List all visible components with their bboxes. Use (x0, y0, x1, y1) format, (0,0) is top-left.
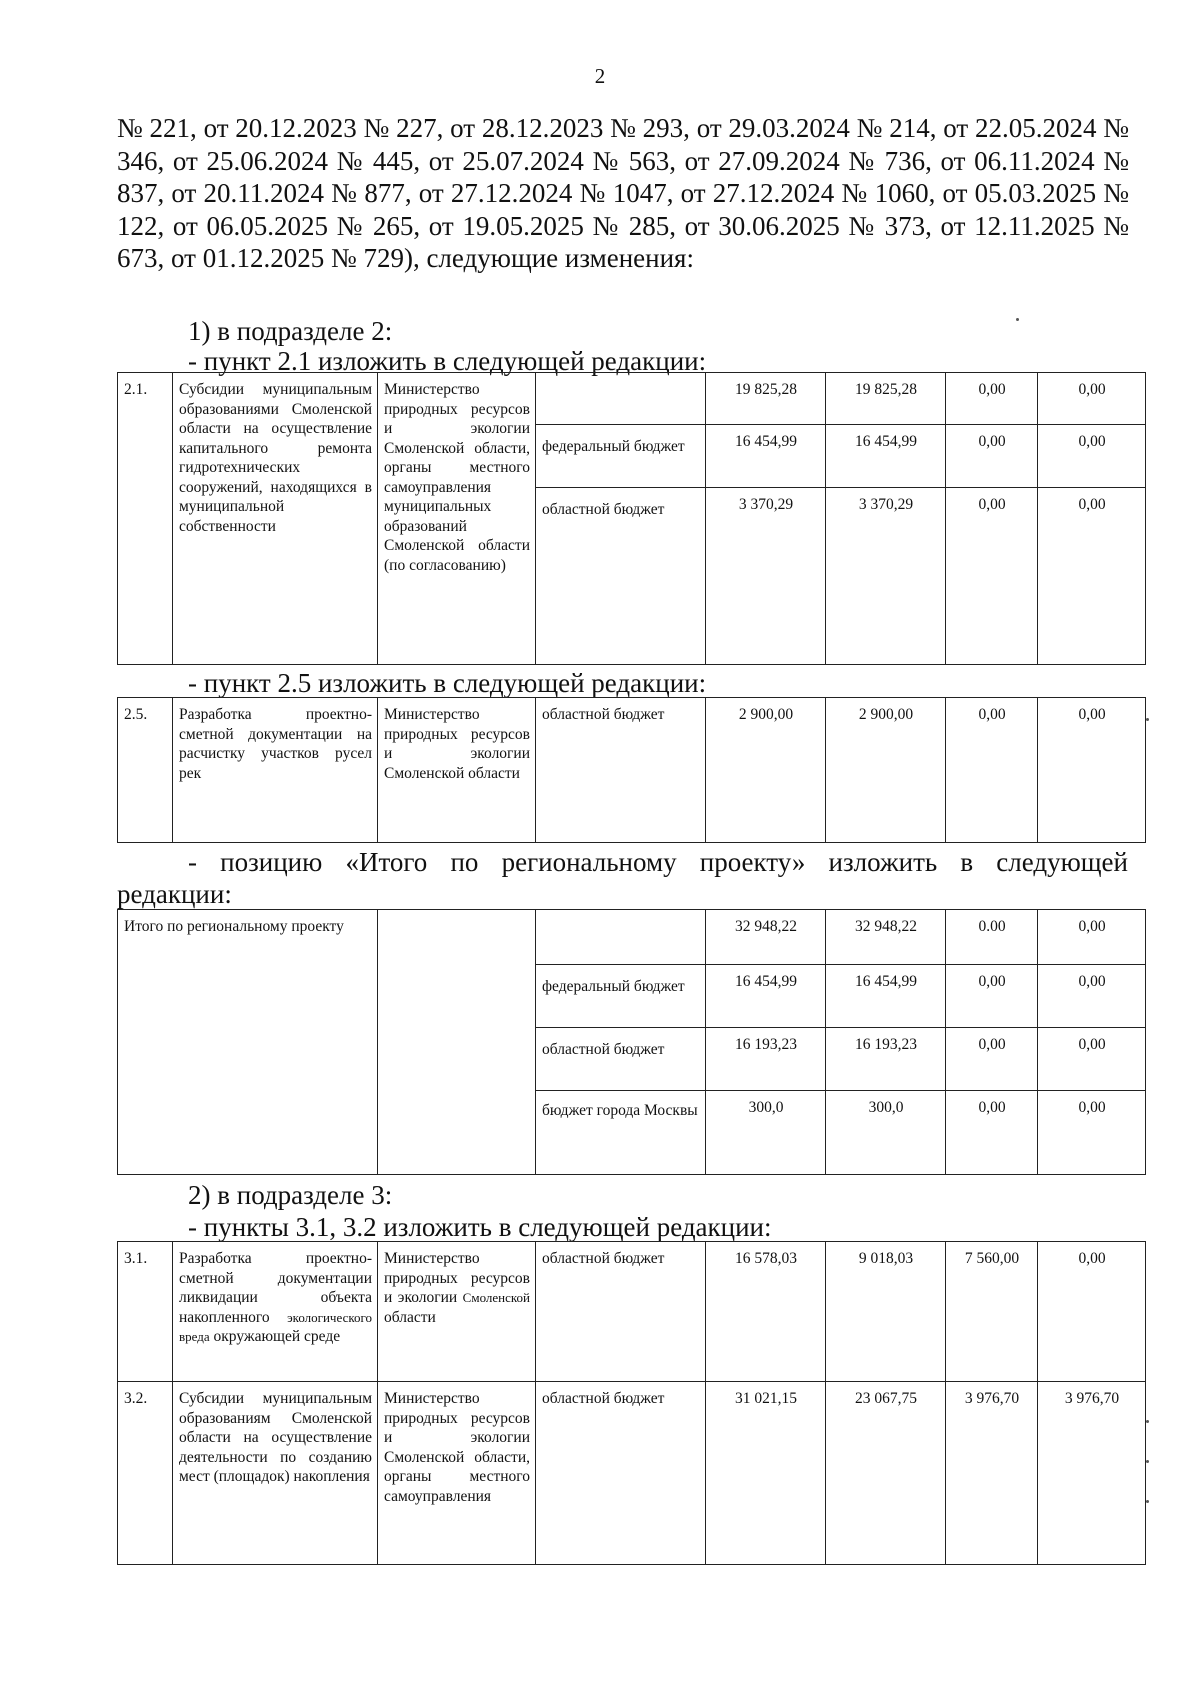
total-caption-continued: редакции: (117, 879, 232, 909)
scan-speck (1146, 1460, 1149, 1463)
amount-year2: 0,00 (946, 965, 1038, 1028)
section2-caption: - пункты 3.1, 3.2 изложить в следующей редакции: (188, 1212, 772, 1242)
page-number: 2 (594, 64, 606, 88)
responsible-small-text: Смоленской (462, 1290, 530, 1305)
item-responsible: Министерство природных ресурсов и экологии Смоленской области, органы местного самоуправления (378, 1382, 536, 1565)
scan-speck (1146, 1420, 1149, 1423)
amount-year3: 0,00 (1038, 1091, 1146, 1175)
table-item-2-5 (117, 697, 1146, 843)
scan-speck (1146, 1500, 1149, 1503)
description-tail-text: окружающей среде (213, 1328, 341, 1345)
item-description: Субсидии муниципальным образованиям Смоленской области на осуществление деятельности по созданию мест (площадок) накопления (173, 1382, 378, 1565)
amount-year1: 16 454,99 (826, 425, 946, 488)
item-number: 3.2. (118, 1382, 173, 1565)
amount-year1: 300,0 (826, 1091, 946, 1175)
table-items-3 (117, 1241, 1146, 1565)
amount-year2: 0.00 (946, 910, 1038, 965)
amount-year1: 16 454,99 (826, 965, 946, 1028)
amount-total: 16 454,99 (706, 965, 826, 1028)
amount-year2: 0,00 (946, 488, 1038, 665)
amount-year2: 0,00 (946, 698, 1038, 843)
amount-year1: 19 825,28 (826, 373, 946, 425)
item-description: Разработка проектно-сметной документации на расчистку участков русел рек (173, 698, 378, 843)
scan-speck (1016, 318, 1019, 321)
empty-cell (378, 910, 536, 1175)
table-row (118, 910, 1146, 965)
amount-total: 300,0 (706, 1091, 826, 1175)
amount-year3: 0,00 (1038, 1242, 1146, 1382)
item-description (173, 1242, 378, 1382)
total-caption: - позицию «Итого по региональному проекту» изложить в следующей (188, 847, 1128, 877)
item-responsible: Министерство природных ресурсов и экологии Смоленской области, органы местного самоуправления муниципальных образований Смоленской области (по согласованию) (378, 373, 536, 665)
amount-year2: 3 976,70 (946, 1382, 1038, 1565)
amount-year2: 0,00 (946, 425, 1038, 488)
amount-year1: 16 193,23 (826, 1028, 946, 1091)
total-label: Итого по региональному проекту (118, 910, 378, 1175)
item-number: 2.1. (118, 373, 173, 665)
section2-heading: 2) в подразделе 3: (188, 1180, 393, 1210)
funding-source: областной бюджет (536, 1382, 706, 1565)
amount-year3: 0,00 (1038, 965, 1146, 1028)
amount-year1: 3 370,29 (826, 488, 946, 665)
amount-year3: 3 976,70 (1038, 1382, 1146, 1565)
funding-source: федеральный бюджет (536, 425, 706, 488)
section1-heading: 1) в подразделе 2: (188, 316, 393, 346)
item21-caption: - пункт 2.1 изложить в следующей редакции: (188, 346, 707, 376)
table-row (118, 1242, 1146, 1382)
amount-year3: 0,00 (1038, 1028, 1146, 1091)
responsible-text: Министерство природных ресурсов и экологии (384, 1250, 530, 1306)
amount-year1: 2 900,00 (826, 698, 946, 843)
amount-year3: 0,00 (1038, 373, 1146, 425)
amount-year2: 0,00 (946, 373, 1038, 425)
funding-source (536, 910, 706, 965)
funding-source: бюджет города Москвы (536, 1091, 706, 1175)
amount-total: 3 370,29 (706, 488, 826, 665)
scan-speck (1146, 718, 1149, 721)
funding-source: областной бюджет (536, 1242, 706, 1382)
responsible-tail-text: области (384, 1308, 436, 1326)
item-number: 2.5. (118, 698, 173, 843)
funding-source: областной бюджет (536, 488, 706, 665)
funding-source (536, 373, 706, 425)
funding-source: федеральный бюджет (536, 965, 706, 1028)
description-small-text: экологического вреда (179, 1309, 372, 1344)
item25-caption: - пункт 2.5 изложить в следующей редакции: (188, 668, 707, 698)
amount-total: 16 578,03 (706, 1242, 826, 1382)
item-responsible: Министерство природных ресурсов и экологии Смоленской области (378, 698, 536, 843)
amount-year1: 32 948,22 (826, 910, 946, 965)
amount-year1: 23 067,75 (826, 1382, 946, 1565)
item-number: 3.1. (118, 1242, 173, 1382)
intro-paragraph: № 221, от 20.12.2023 № 227, от 28.12.2023 № 293, от 29.03.2024 № 214, от 22.05.2024 № 346, от 25.06.2024 № 445, от 25.07.2024 № 563, от 27.09.2024 № 736, от 06.11.2024 № 837, от 20.11.2024 № 877, от 27.12.2024 № 1047, от 27.12.2024 № 1060, от 05.03.2025 № 122, от 06.05.2025 № 265, от 19.05.2025 № 285, от 30.06.2025 № 373, от 12.11.2025 № 673, от 01.12.2025 № 729), следующие изменения: (117, 113, 1129, 273)
amount-total: 19 825,28 (706, 373, 826, 425)
amount-year3: 0,00 (1038, 488, 1146, 665)
description-text: Разработка проектно-сметной документации ликвидации объекта накопленного (179, 1250, 372, 1326)
funding-source: областной бюджет (536, 698, 706, 843)
item-description: Субсидии муниципальным образованиями Смоленской области на осуществление капитального ремонта гидротехнических сооружений, находящихся в муниципальной собственности (173, 373, 378, 665)
amount-year1: 9 018,03 (826, 1242, 946, 1382)
item-responsible (378, 1242, 536, 1382)
funding-source: областной бюджет (536, 1028, 706, 1091)
table-row (118, 373, 1146, 425)
amount-year3: 0,00 (1038, 910, 1146, 965)
amount-year3: 0,00 (1038, 425, 1146, 488)
amount-total: 2 900,00 (706, 698, 826, 843)
amount-total: 16 193,23 (706, 1028, 826, 1091)
amount-total: 31 021,15 (706, 1382, 826, 1565)
amount-year3: 0,00 (1038, 698, 1146, 843)
table-item-2-1 (117, 372, 1146, 665)
table-row (118, 698, 1146, 843)
table-row (118, 1382, 1146, 1565)
amount-year2: 0,00 (946, 1028, 1038, 1091)
amount-year2: 0,00 (946, 1091, 1038, 1175)
amount-total: 16 454,99 (706, 425, 826, 488)
amount-year2: 7 560,00 (946, 1242, 1038, 1382)
amount-total: 32 948,22 (706, 910, 826, 965)
table-total (117, 909, 1146, 1175)
